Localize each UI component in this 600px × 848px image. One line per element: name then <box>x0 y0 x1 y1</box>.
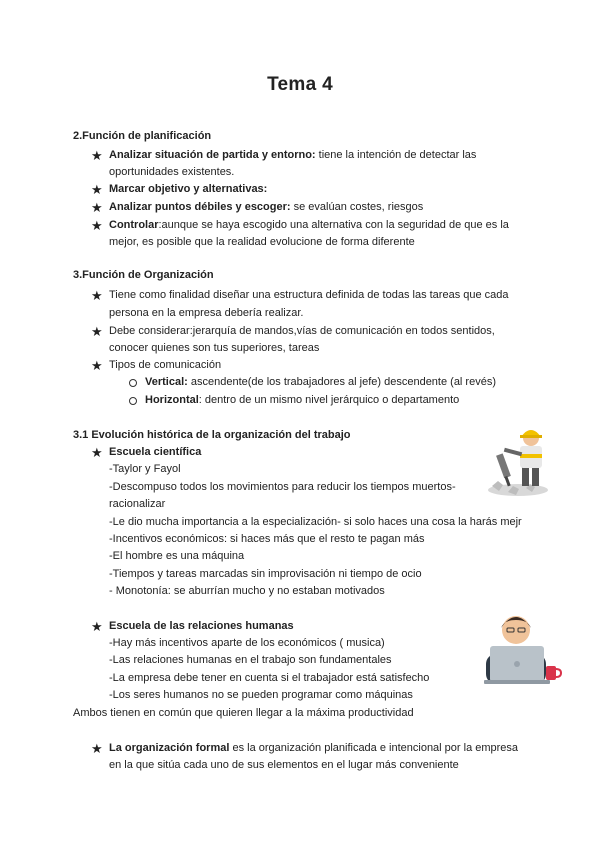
bullet-text: tiene la intención de detectar las <box>315 149 477 161</box>
list-item: Debe considerar:jerarquía de mandos,vías de comunicación en todos sentidos, <box>109 325 495 337</box>
list-item <box>109 218 509 232</box>
section-heading-evolucion: 3.1 Evolución histórica de la organización del trabajo <box>73 429 351 441</box>
bullet-text: :aunque se haya escogido una alternativa con la seguridad de que es la <box>158 219 509 231</box>
list-item: -Taylor y Fayol <box>109 463 181 475</box>
list-item: racionalizar <box>109 498 166 510</box>
sub-bold-text: Vertical: <box>145 376 188 388</box>
sub-text: ascendente(de los trabajadores al jefe) descendente (al revés) <box>187 376 496 388</box>
sub-list-item <box>145 375 496 389</box>
bullet-continuation: conocer quienes son tus superiores, tareas <box>109 342 320 354</box>
list-item: Tiene como finalidad diseñar una estructura definida de todas las tareas que cada <box>109 289 509 301</box>
star-bullet-icon: ★ <box>91 358 103 373</box>
bullet-continuation: oportunidades existentes. <box>109 166 235 178</box>
list-item <box>109 200 423 214</box>
list-item: -Hay más incentivos aparte de los económicos ( musica) <box>109 637 385 649</box>
sub-text: : dentro de un mismo nivel jerárquico o departamento <box>198 394 460 406</box>
list-item: Tipos de comunicación <box>109 359 222 371</box>
bullet-continuation: mejor, es posible que la realidad evolucione de forma diferente <box>109 236 415 248</box>
sub-list-item <box>145 393 459 407</box>
list-item: -Le dio mucha importancia a la especialización- si solo haces una cosa la harás mejr <box>109 516 522 528</box>
star-bullet-icon: ★ <box>91 619 103 634</box>
section-heading-organizacion: 3.Función de Organización <box>73 269 214 281</box>
list-item <box>109 148 476 162</box>
star-bullet-icon: ★ <box>91 445 103 460</box>
list-item <box>109 741 518 755</box>
bullet-text: es la organización planificada e intencional por la empresa <box>229 742 519 754</box>
bullet-bold-text: La organización formal <box>109 742 230 754</box>
star-bullet-icon: ★ <box>91 741 103 756</box>
man-laptop-illustration <box>480 606 564 688</box>
list-item: -Descompuso todos los movimientos para reducir los tiempos muertos- <box>109 481 456 493</box>
list-item: Marcar objetivo y alternativas: <box>109 183 268 195</box>
star-bullet-icon: ★ <box>91 218 103 233</box>
star-bullet-icon: ★ <box>91 324 103 339</box>
circle-bullet-icon <box>129 379 137 387</box>
list-item: -La empresa debe tener en cuenta si el trabajador está satisfecho <box>109 672 430 684</box>
star-bullet-icon: ★ <box>91 182 103 197</box>
list-item: - Monotonía: se aburrían mucho y no estaban motivados <box>109 585 385 597</box>
escuela-cientifica-title: Escuela científica <box>109 446 202 458</box>
star-bullet-icon: ★ <box>91 148 103 163</box>
bullet-bold-text: Controlar <box>109 219 159 231</box>
common-goal-text: Ambos tienen en común que quieren llegar a la máxima productividad <box>73 707 414 719</box>
bullet-continuation: en la que sitúa cada uno de sus elementos en el lugar más conveniente <box>109 759 459 771</box>
bullet-bold-text: Analizar puntos débiles y escoger: <box>109 201 291 213</box>
page-title: Tema 4 <box>267 74 333 95</box>
list-item: -Tiempos y tareas marcadas sin improvisación ni tiempo de ocio <box>109 568 422 580</box>
sub-bold-text: Horizontal <box>145 394 199 406</box>
worker-jackhammer-illustration <box>478 420 562 500</box>
circle-bullet-icon <box>129 397 137 405</box>
list-item: -Los seres humanos no se pueden programar como máquinas <box>109 689 413 701</box>
section-heading-planificacion: 2.Función de planificación <box>73 130 212 142</box>
star-bullet-icon: ★ <box>91 288 103 303</box>
list-item: -Incentivos económicos: si haces más que el resto te pagan más <box>109 533 425 545</box>
bullet-bold-text: Analizar situación de partida y entorno: <box>109 149 316 161</box>
escuela-relaciones-title: Escuela de las relaciones humanas <box>109 620 294 632</box>
list-item: -El hombre es una máquina <box>109 550 245 562</box>
list-item: -Las relaciones humanas en el trabajo son fundamentales <box>109 654 392 666</box>
bullet-continuation: persona en la empresa debería realizar. <box>109 307 304 319</box>
star-bullet-icon: ★ <box>91 200 103 215</box>
bullet-text: se evalúan costes, riesgos <box>290 201 424 213</box>
